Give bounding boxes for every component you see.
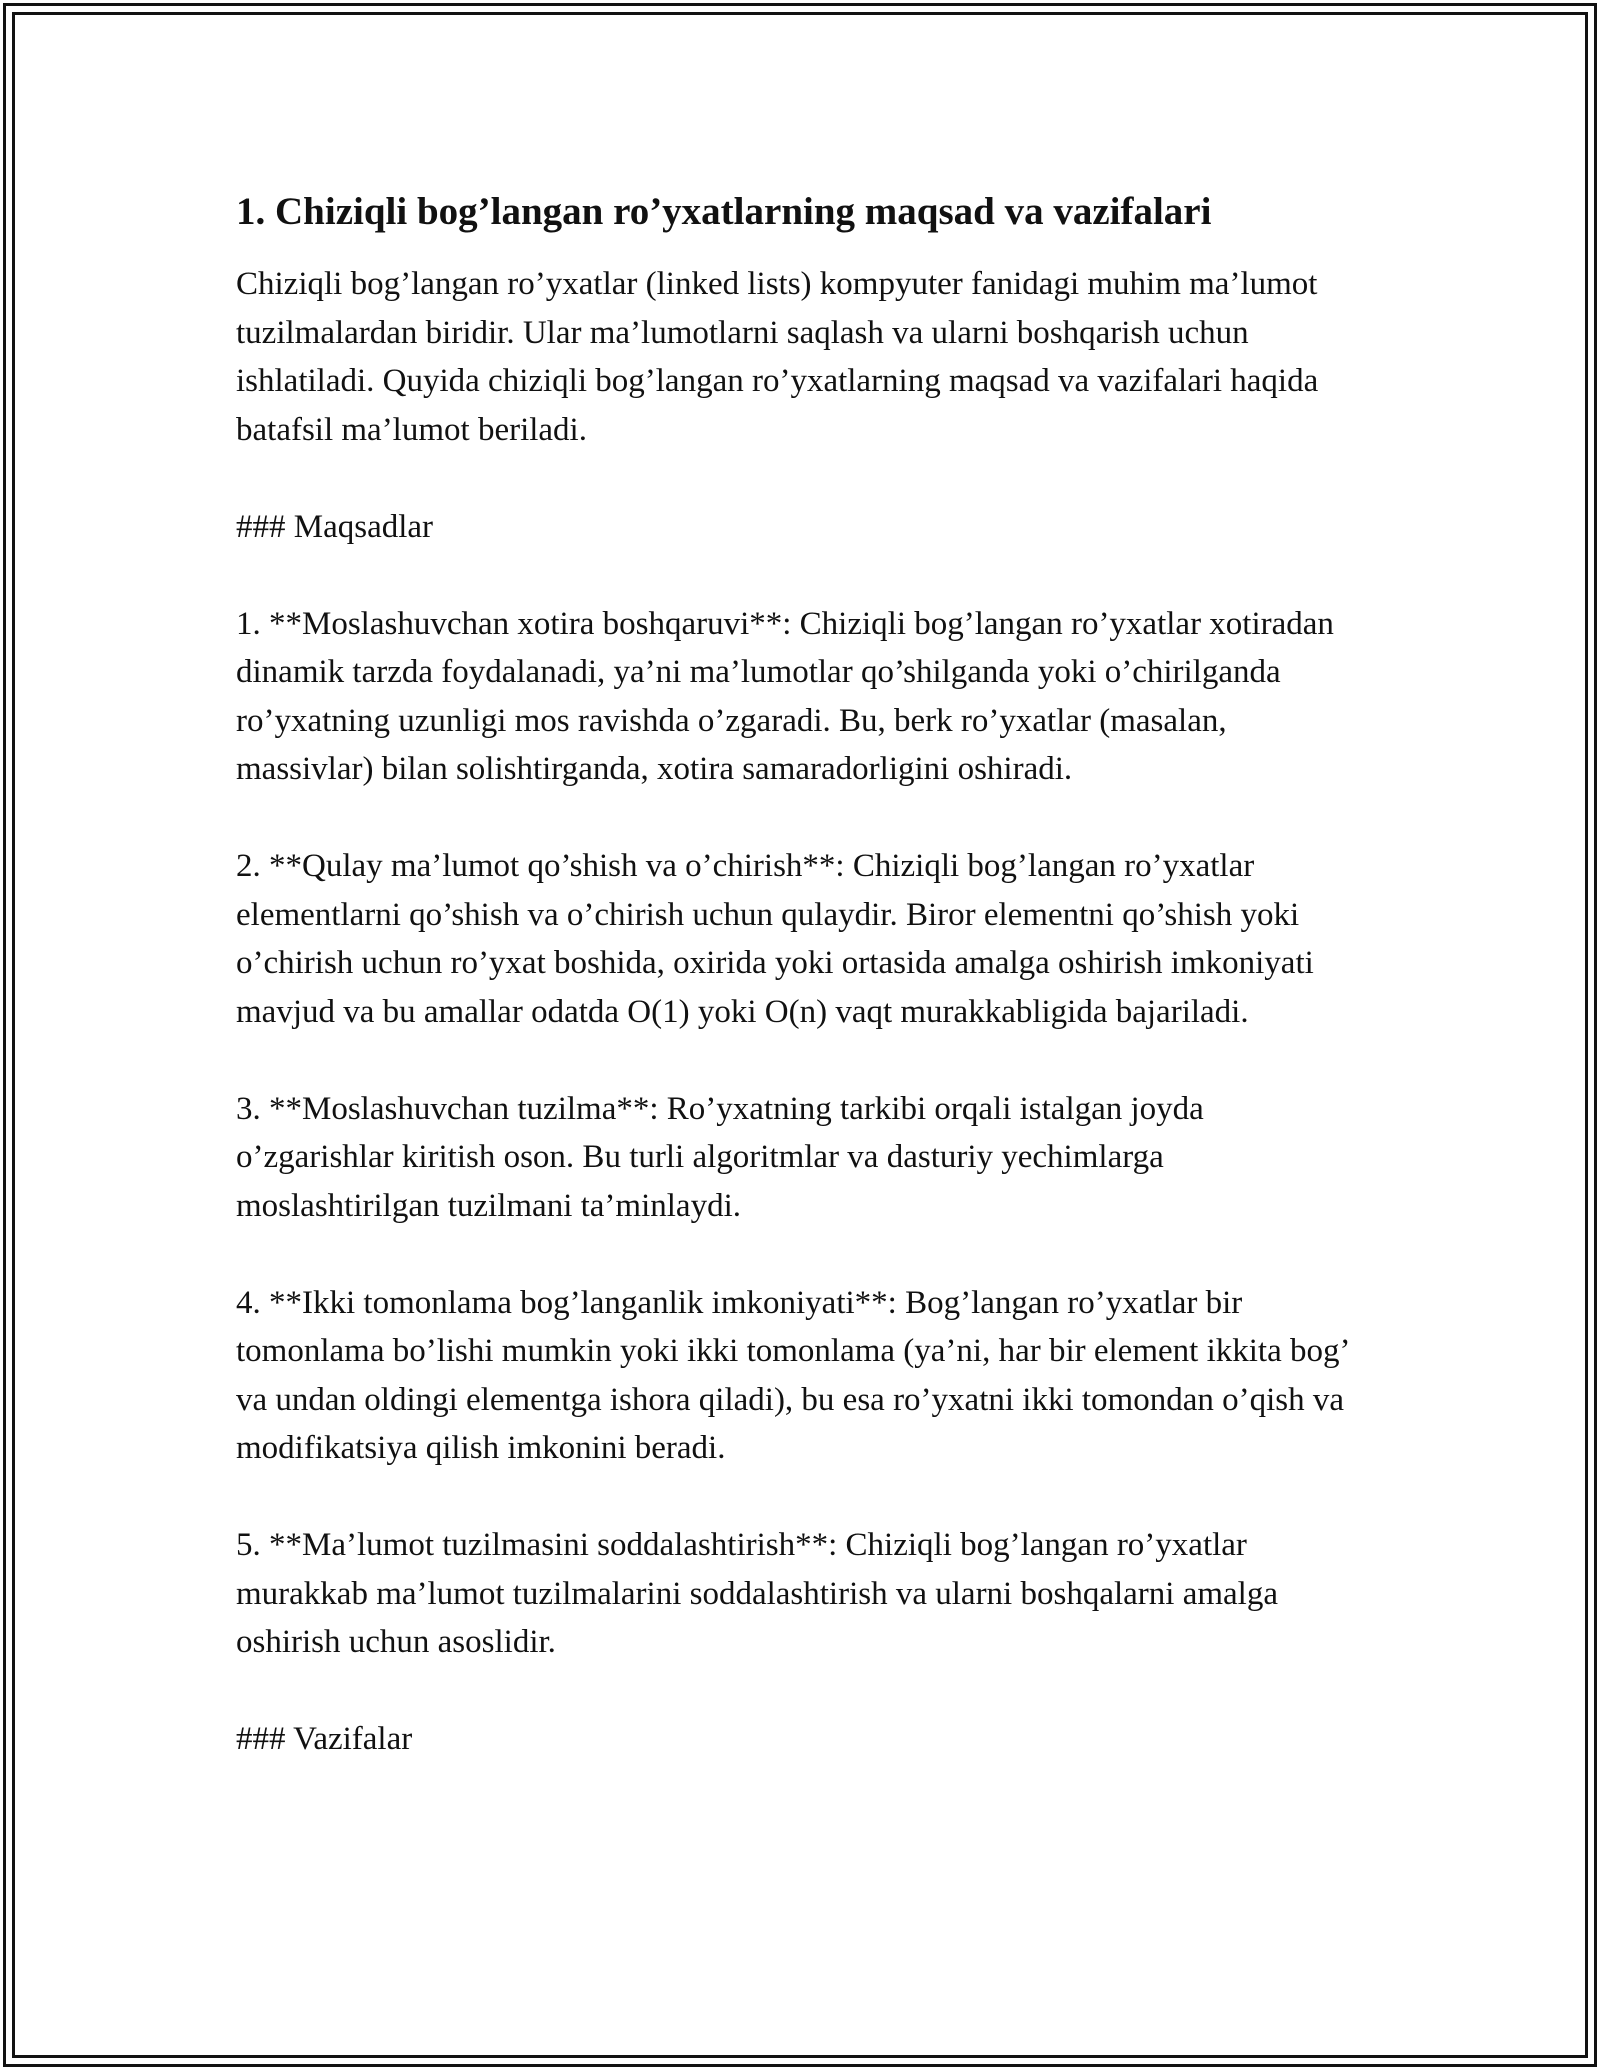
section-heading-tasks: ### Vazifalar bbox=[236, 1721, 413, 1757]
list-item: 1. **Moslashuvchan xotira boshqaruvi**: Chiziqli bog’langan ro’yxatlar xotiradan dinamik tarzda foydalanadi, ya’ni ma’lumotlar qo’shilganda yoki o’chirilganda ro’yxatning uzunligi mos ravishda o’zgaradi. Bu, berk ro’yxatlar (masalan, massivlar) bilan solishtirganda, xotira samaradorligini oshiradi. bbox=[236, 605, 1334, 787]
list-item: 4. **Ikki tomonlama bog’langanlik imkoniyati**: Bog’langan ro’yxatlar bir tomonlama bo’lishi mumkin yoki ikki tomonlama (ya’ni, har bir element ikkita bog’ va undan oldingi elementga ishora qiladi), bu esa ro’yxatni ikki tomondan o’qish va modifikatsiya qilish imkonini beradi. bbox=[236, 1284, 1349, 1466]
document-title: 1. Chiziqli bog’langan ro’yxatlarning maqsad va vazifalari bbox=[236, 190, 1212, 233]
document-body bbox=[236, 184, 1366, 1812]
section-heading-goals: ### Maqsadlar bbox=[236, 508, 434, 545]
list-item: 5. **Ma’lumot tuzilmasini soddalashtirish**: Chiziqli bog’langan ro’yxatlar murakkab ma’lumot tuzilmalarini soddalashtirish va ularni boshqalarni amalga oshirish uchun asoslidir. bbox=[236, 1527, 1278, 1660]
intro-paragraph: Chiziqli bog’langan ro’yxatlar (linked lists) kompyuter fanidagi muhim ma’lumot tuzilmalardan biridir. Ular ma’lumotlarni saqlash va ularni boshqarish uchun ishlatiladi. Quyida chiziqli bog’langan ro’yxatlarning maqsad va vazifalari haqida batafsil ma’lumot beriladi. bbox=[236, 266, 1319, 448]
list-item: 3. **Moslashuvchan tuzilma**: Ro’yxatning tarkibi orqali istalgan joyda o’zgarishlar kiritish oson. Bu turli algoritmlar va dasturiy yechimlarga moslashtirilgan tuzilmani ta’minlaydi. bbox=[236, 1090, 1204, 1224]
list-item: 2. **Qulay ma’lumot qo’shish va o’chirish**: Chiziqli bog’langan ro’yxatlar elementlarni qo’shish va o’chirish uchun qulaydir. Biror elementni qo’shish yoki o’chirish uchun ro’yxat boshida, oxirida yoki ortasida amalga oshirish imkoniyati mavjud va bu amallar odatda O(1) yoki O(n) vaqt murakkabligida bajariladi. bbox=[236, 848, 1314, 1030]
